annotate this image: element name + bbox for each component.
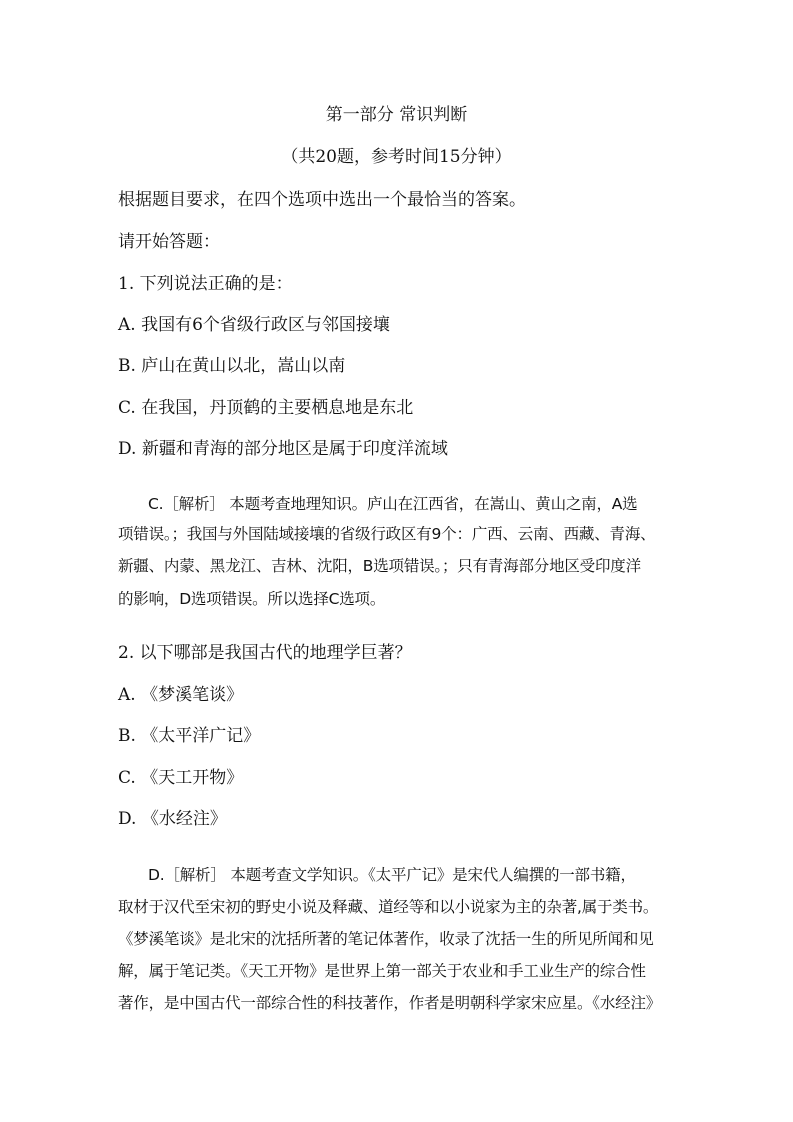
question-1-analysis-line: 项错误。；我国与外国陆域接壤的省级行政区有9个：广西、云南、西藏、青海、 [118,525,656,543]
section-subtitle: （共20题，参考时间15分钟） [281,147,512,167]
question-2-option-a: A. 《梦溪笔谈》 [118,685,244,705]
question-2-analysis-line: 取材于汉代至宋初的野史小说及释藏、道经等和以小说家为主的杂著,属于类书。 [118,898,659,916]
question-1-analysis-line: 新疆、内蒙、黑龙江、吉林、沈阳，B选项错误。；只有青海部分地区受印度洋 [118,557,641,575]
question-2-analysis-line: 解，属于笔记类。《天工开物》是世界上第一部关于农业和手工业生产的综合性 [118,962,646,980]
question-1-option-b: B. 庐山在黄山以北，嵩山以南 [118,356,346,376]
question-1-option-c: C. 在我国，丹顶鹤的主要栖息地是东北 [118,398,414,418]
question-2-option-d: D. 《水经注》 [118,809,227,829]
question-1-analysis-line: C.［解析］ 本题考查地理知识。庐山在江西省，在嵩山、黄山之南，A选 [148,495,638,513]
question-1-stem: 1. 下列说法正确的是： [118,274,293,294]
question-2-analysis-line: D.［解析］ 本题考查文学知识。《太平广记》是宋代人编撰的一部书籍， [148,866,636,884]
question-2-analysis-line: 《梦溪笔谈》是北宋的沈括所著的笔记体著作，收录了沈括一生的所见所闻和见 [118,930,654,948]
question-2-analysis-line: 著作，是中国古代一部综合性的科技著作，作者是明朝科学家宋应星。《水经注》 [118,994,662,1012]
question-2-option-c: C. 《天工开物》 [118,768,244,788]
question-2-stem: 2. 以下哪部是我国古代的地理学巨著？ [118,643,412,663]
section-title: 第一部分 常识判断 [325,105,468,125]
question-1-option-d: D. 新疆和青海的部分地区是属于印度洋流域 [118,439,448,459]
question-2-option-b: B. 《太平洋广记》 [118,726,261,746]
question-1-analysis-line: 的影响，D选项错误。所以选择C选项。 [118,590,386,608]
instruction-text: 根据题目要求，在四个选项中选出一个最恰当的答案。 [118,190,526,210]
start-prompt: 请开始答题： [118,232,220,252]
question-1-option-a: A. 我国有6个省级行政区与邻国接壤 [118,315,390,335]
